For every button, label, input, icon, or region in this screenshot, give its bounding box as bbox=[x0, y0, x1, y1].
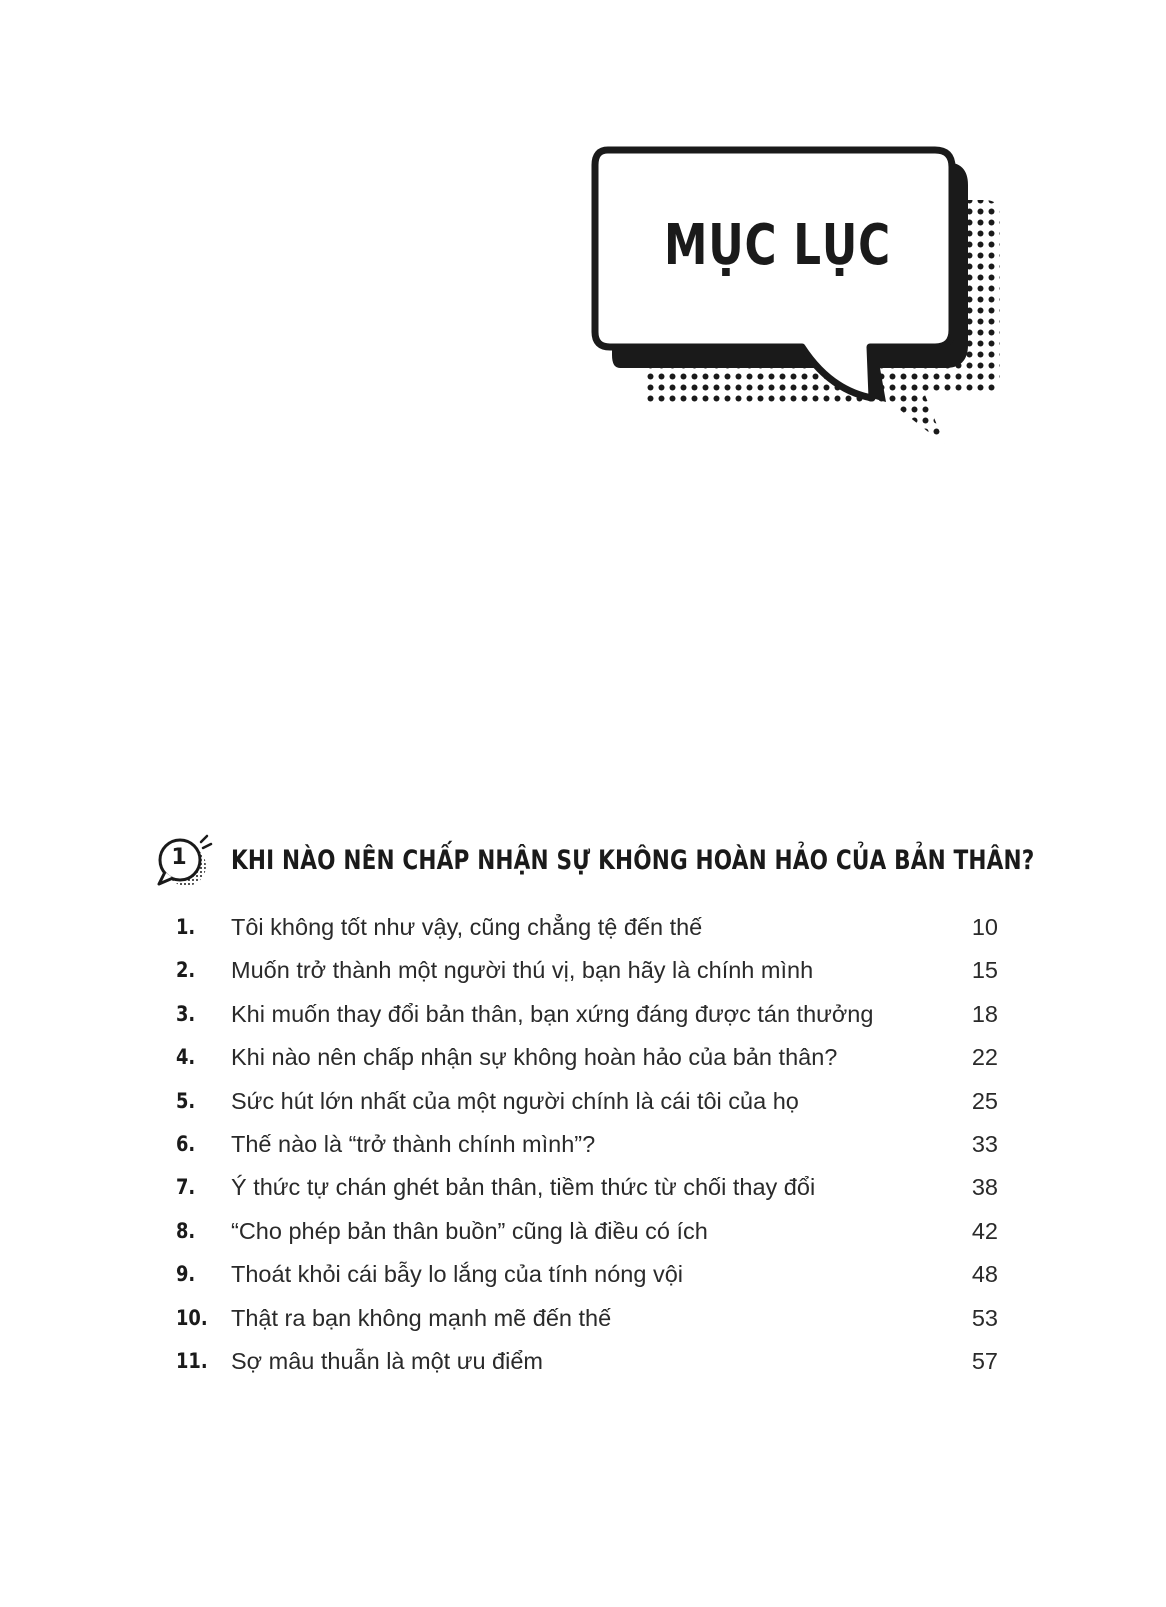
chapter-heading bbox=[155, 834, 1035, 894]
toc-entry-page: 15 bbox=[971, 957, 998, 984]
chapter-title: KHI NÀO NÊN CHẤP NHẬN SỰ KHÔNG HOÀN HẢO CỦA BẢN THÂN? bbox=[231, 845, 1035, 876]
toc-entry[interactable] bbox=[0, 1037, 1166, 1080]
toc-entry-page: 38 bbox=[971, 1174, 998, 1201]
toc-entry-page: 53 bbox=[971, 1304, 998, 1331]
toc-entry[interactable] bbox=[0, 1167, 1166, 1210]
toc-entry-number: 11. bbox=[176, 1348, 208, 1373]
toc-entry-title: Sợ mâu thuẫn là một ưu điểm bbox=[231, 1347, 543, 1374]
toc-entry-title: Khi muốn thay đổi bản thân, bạn xứng đáng được tán thưởng bbox=[231, 1000, 874, 1027]
toc-entry-title: Thoát khỏi cái bẫy lo lắng của tính nóng vội bbox=[231, 1261, 684, 1288]
toc-entry-title: Thật ra bạn không mạnh mẽ đến thế bbox=[231, 1304, 612, 1331]
page-title: MỤC LỤC bbox=[663, 213, 892, 278]
toc-entry-title: Khi nào nên chấp nhận sự không hoàn hảo của bản thân? bbox=[231, 1044, 838, 1071]
chapter-number: 1 bbox=[171, 845, 187, 870]
toc-entry-number: 6. bbox=[176, 1131, 196, 1156]
toc-entry-number: 9. bbox=[176, 1262, 196, 1287]
toc-entry-number: 2. bbox=[176, 958, 196, 983]
toc-entry-title: “Cho phép bản thân buồn” cũng là điều có ích bbox=[231, 1217, 708, 1244]
toc-entry-page: 25 bbox=[971, 1087, 998, 1114]
toc-entry[interactable] bbox=[0, 1254, 1166, 1297]
toc-entry-number: 7. bbox=[176, 1175, 196, 1200]
toc-entry[interactable] bbox=[0, 1341, 1166, 1384]
toc-entry-title: Ý thức tự chán ghét bản thân, tiềm thức từ chối thay đổi bbox=[231, 1174, 816, 1201]
toc-entry[interactable] bbox=[0, 1081, 1166, 1124]
toc-entry-number: 8. bbox=[176, 1218, 196, 1243]
speech-bubble-icon bbox=[590, 140, 1020, 470]
toc-entry[interactable] bbox=[0, 1124, 1166, 1167]
toc-entry-number: 4. bbox=[176, 1045, 196, 1070]
speech-bubble-heading bbox=[590, 140, 1020, 470]
chapter-badge bbox=[155, 834, 219, 898]
toc-entry[interactable] bbox=[0, 1298, 1166, 1341]
toc-entry-page: 18 bbox=[971, 1000, 998, 1027]
toc-entry[interactable] bbox=[0, 950, 1166, 993]
toc-entry-number: 10. bbox=[176, 1305, 208, 1330]
toc-entry-page: 33 bbox=[971, 1130, 998, 1157]
toc-entry-number: 1. bbox=[176, 915, 196, 939]
toc-entry-page: 42 bbox=[971, 1217, 998, 1244]
toc-entry-title: Sức hút lớn nhất của một người chính là cái tôi của họ bbox=[231, 1087, 799, 1114]
toc-entry-number: 3. bbox=[176, 1001, 196, 1026]
toc-entry-title: Tôi không tốt như vậy, cũng chẳng tệ đến thế bbox=[231, 914, 703, 940]
toc-entry-page: 57 bbox=[971, 1347, 998, 1374]
toc-entry[interactable] bbox=[0, 994, 1166, 1037]
toc-entry-number: 5. bbox=[176, 1088, 196, 1113]
toc-entry-title: Thế nào là “trở thành chính mình”? bbox=[231, 1130, 596, 1157]
toc-entry-page: 10 bbox=[971, 914, 998, 940]
toc-entry-page: 22 bbox=[971, 1044, 998, 1071]
toc-entry[interactable] bbox=[0, 907, 1166, 950]
toc-list bbox=[0, 907, 1166, 1384]
toc-entry-page: 48 bbox=[971, 1261, 998, 1288]
toc-entry-title: Muốn trở thành một người thú vị, bạn hãy là chính mình bbox=[231, 957, 814, 984]
toc-entry[interactable] bbox=[0, 1211, 1166, 1254]
